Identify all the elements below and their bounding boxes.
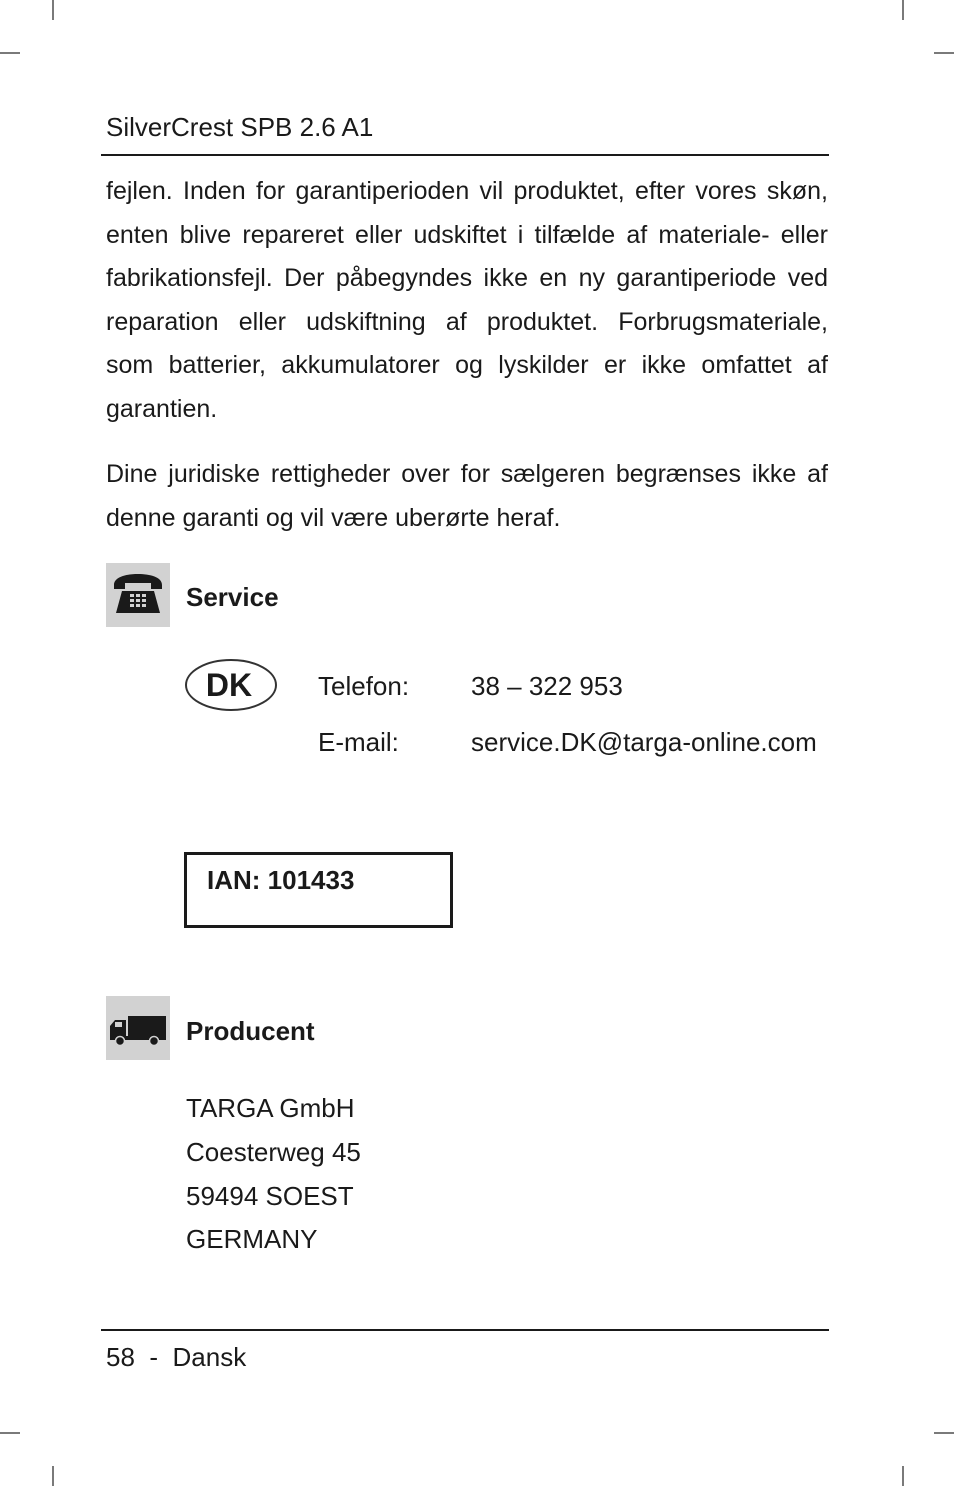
footer-language: Dansk [172, 1342, 247, 1372]
address-line: Coesterweg 45 [186, 1137, 361, 1167]
email-label: E-mail: [318, 727, 399, 757]
header-rule [101, 154, 829, 156]
crop-mark [902, 1466, 904, 1486]
producer-heading: Producent [186, 1016, 315, 1046]
footer-separator: - [149, 1342, 159, 1372]
service-heading: Service [186, 582, 279, 612]
email-address[interactable]: service.DK@targa-online.com [471, 727, 817, 757]
country-badge-text: DK [205, 667, 253, 703]
phone-number: 38 – 322 953 [471, 671, 623, 701]
country-badge-dk [184, 657, 278, 713]
crop-mark [0, 52, 20, 54]
paragraph-line: som batterier, akkumulatorer og lyskilder er ikke omfattet af [106, 351, 828, 379]
phone-label: Telefon: [318, 671, 410, 701]
footer-rule [101, 1329, 829, 1331]
crop-mark [52, 0, 54, 20]
crop-mark [902, 0, 904, 20]
ian-number: IAN: 101433 [207, 865, 355, 895]
paragraph-line: fejlen. Inden for garantiperioden vil produktet, efter vores skøn, [106, 177, 828, 205]
address-line: 59494 SOEST [186, 1181, 354, 1211]
address-line: GERMANY [186, 1224, 318, 1254]
page-number: 58 [106, 1342, 135, 1372]
paragraph-line: Dine juridiske rettigheder over for sælgeren begrænses ikke af [106, 460, 828, 488]
address-line: TARGA GmbH [186, 1093, 355, 1123]
telephone-icon [106, 563, 170, 627]
page-header-title: SilverCrest SPB 2.6 A1 [106, 112, 374, 142]
paragraph-line: enten blive repareret eller udskiftet i tilfælde af materiale- eller [106, 221, 828, 249]
paragraph-line: garantien. [106, 395, 218, 423]
ian-box [184, 852, 453, 928]
crop-mark [52, 1466, 54, 1486]
crop-mark [934, 52, 954, 54]
crop-mark [0, 1432, 20, 1434]
paragraph-line: denne garanti og vil være uberørte heraf. [106, 504, 561, 532]
truck-icon [106, 996, 170, 1060]
paragraph-line: fabrikationsfejl. Der påbegyndes ikke en ny garantiperiode ved [106, 264, 828, 292]
crop-mark [934, 1432, 954, 1434]
page-footer [106, 1340, 246, 1374]
paragraph-line: reparation eller udskiftning af produktet. Forbrugsmateriale, [106, 308, 828, 336]
